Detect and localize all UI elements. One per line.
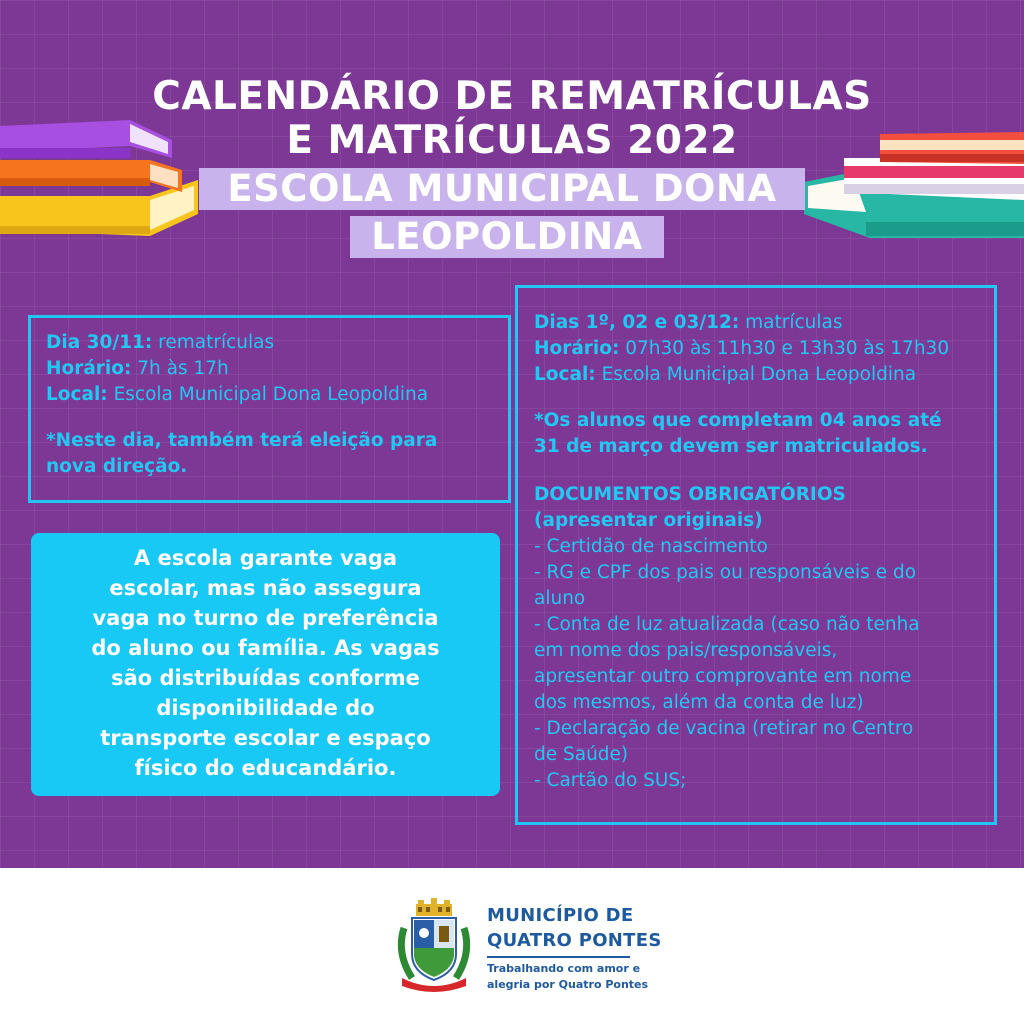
divider bbox=[487, 956, 630, 958]
notice-line: disponibilidade do bbox=[156, 696, 375, 720]
title-line-1: CALENDÁRIO DE REMATRÍCULAS bbox=[152, 74, 872, 119]
notice-line: A escola garante vaga bbox=[133, 546, 398, 570]
rematricula-place-value: Escola Municipal Dona Leopoldina bbox=[107, 384, 429, 405]
rematricula-place bbox=[46, 382, 508, 408]
notice-line: do aluno ou família. As vagas bbox=[91, 636, 440, 660]
rematricula-note-line-2: nova direção. bbox=[46, 456, 188, 477]
notice-line: vaga no turno de preferência bbox=[92, 606, 439, 630]
matricula-box bbox=[515, 285, 997, 825]
rematricula-time bbox=[46, 356, 508, 382]
matricula-note-line-2: 31 de março devem ser matriculados. bbox=[534, 436, 928, 457]
documents-subtitle: (apresentar originais) bbox=[534, 510, 763, 531]
matricula-time-value: 07h30 às 11h30 e 13h30 às 17h30 bbox=[619, 338, 950, 359]
slogan-line-2: alegria por Quatro Pontes bbox=[487, 978, 649, 991]
rematricula-day-label: Dia 30/11: bbox=[46, 332, 153, 353]
rematricula-box bbox=[28, 315, 511, 503]
rematricula-time-value: 7h às 17h bbox=[131, 358, 229, 379]
rematricula-day bbox=[46, 330, 508, 356]
document-line: dos mesmos, além da conta de luz) bbox=[534, 692, 864, 713]
rematricula-day-value: rematrículas bbox=[152, 332, 275, 353]
municipal-coat-of-arms-icon bbox=[394, 898, 474, 994]
document-line: - Cartão do SUS; bbox=[534, 770, 687, 791]
matricula-place-label: Local: bbox=[534, 364, 596, 385]
school-name-line-1: ESCOLA MUNICIPAL DONA bbox=[199, 168, 805, 210]
rematricula-place-label: Local: bbox=[46, 384, 108, 405]
municipality-name-line-2: QUATRO PONTES bbox=[487, 930, 662, 951]
notice-line: escolar, mas não assegura bbox=[109, 576, 422, 600]
notice-line: transporte escolar e espaço bbox=[100, 726, 431, 750]
matricula-place bbox=[534, 362, 994, 388]
matricula-time bbox=[534, 336, 994, 362]
matricula-place-value: Escola Municipal Dona Leopoldina bbox=[595, 364, 917, 385]
notice-line: são distribuídas conforme bbox=[111, 666, 420, 690]
notice-card bbox=[31, 533, 500, 796]
title-line-2: E MATRÍCULAS 2022 bbox=[286, 118, 738, 163]
matricula-time-label: Horário: bbox=[534, 338, 620, 359]
matricula-note-line-1: *Os alunos que completam 04 anos até bbox=[534, 410, 942, 431]
rematricula-time-label: Horário: bbox=[46, 358, 132, 379]
document-line: - RG e CPF dos pais ou responsáveis e do bbox=[534, 562, 917, 583]
notice-line: físico do educandário. bbox=[134, 756, 397, 780]
school-name-line-2: LEOPOLDINA bbox=[350, 216, 664, 258]
documents-title: DOCUMENTOS OBRIGATÓRIOS bbox=[534, 484, 846, 505]
municipality-name-line-1: MUNICÍPIO DE bbox=[487, 905, 634, 926]
document-line: em nome dos pais/responsáveis, bbox=[534, 640, 838, 661]
document-line: apresentar outro comprovante em nome bbox=[534, 666, 912, 687]
document-line: de Saúde) bbox=[534, 744, 629, 765]
document-line: - Certidão de nascimento bbox=[534, 536, 768, 557]
matricula-day-label: Dias 1º, 02 e 03/12: bbox=[534, 312, 740, 333]
rematricula-note-line-1: *Neste dia, também terá eleição para bbox=[46, 430, 438, 451]
document-line: - Declaração de vacina (retirar no Centro bbox=[534, 718, 914, 739]
matricula-day bbox=[534, 310, 994, 336]
document-line: aluno bbox=[534, 588, 586, 609]
document-line: - Conta de luz atualizada (caso não tenha bbox=[534, 614, 920, 635]
slogan-line-1: Trabalhando com amor e bbox=[487, 962, 641, 975]
matricula-day-value: matrículas bbox=[739, 312, 843, 333]
